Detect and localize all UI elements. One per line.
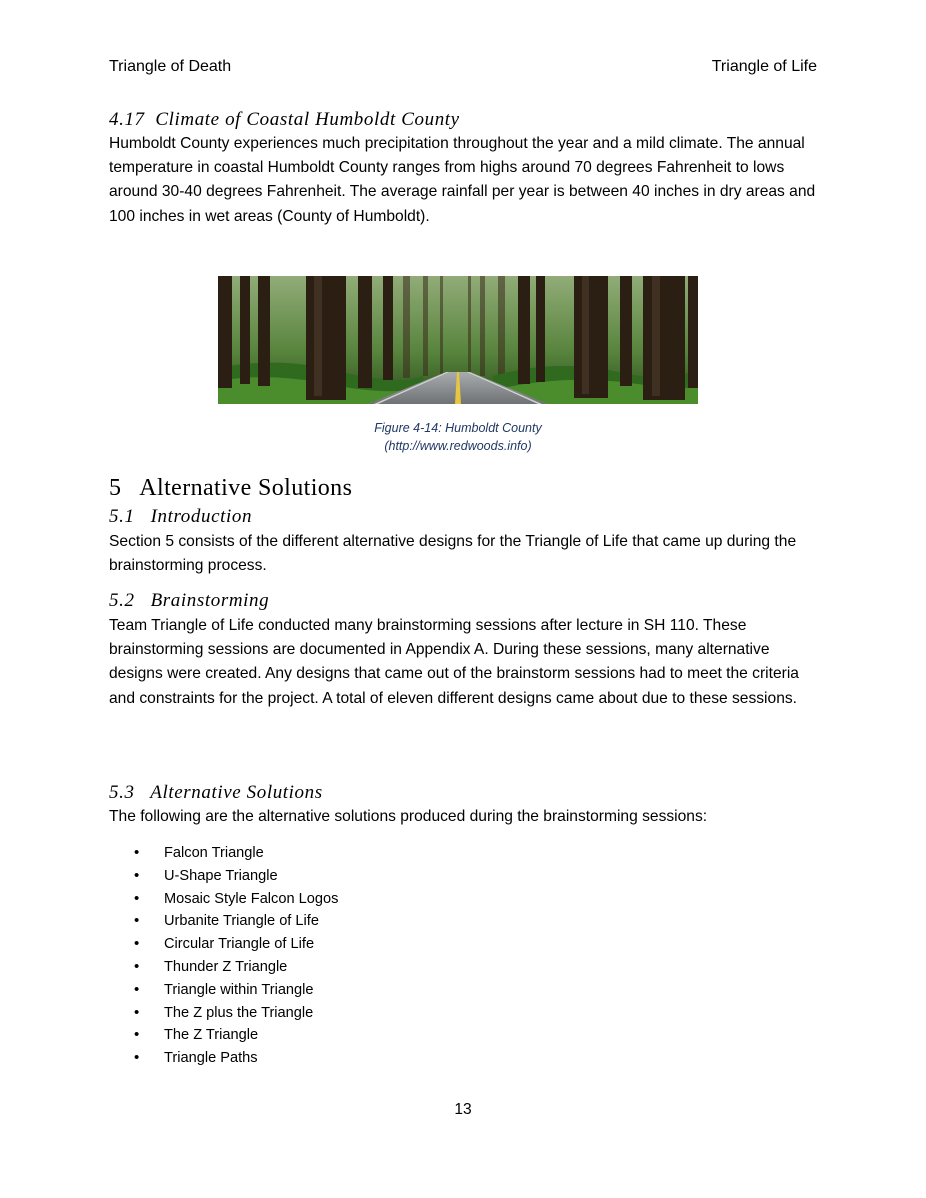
figure-caption-source: (http://www.redwoods.info): [384, 439, 532, 453]
heading-4-17: 4.17 Climate of Coastal Humboldt County: [109, 109, 460, 130]
list-item: • Thunder Z Triangle: [134, 956, 338, 979]
figure-caption-title: Figure 4-14: Humboldt County: [374, 421, 542, 435]
paragraph-brainstorming: Team Triangle of Life conducted many brainstorming sessions after lecture in SH 110. These brainstorming sessions are documented in Appendix A. During these sessions, many alternative designs were created. Any designs that came out of the brainstorm sessions had to meet the criteria and constraints for the project. A total of eleven different designs came about due to these sessions.: [109, 617, 799, 707]
heading-5-1: 5.1 Introduction: [109, 506, 253, 527]
page-number: 13: [454, 1101, 472, 1118]
list-item: • U-Shape Triangle: [134, 865, 338, 888]
list-item: • Falcon Triangle: [134, 842, 338, 865]
list-item: • Circular Triangle of Life: [134, 933, 338, 956]
list-item: • Triangle Paths: [134, 1047, 338, 1070]
heading-section-5: 5 Alternative Solutions: [109, 475, 353, 501]
paragraph-introduction: Section 5 consists of the different alternative designs for the Triangle of Life that came up during the brainstorming process.: [109, 533, 797, 575]
list-item: • The Z Triangle: [134, 1024, 338, 1047]
list-item: • Mosaic Style Falcon Logos: [134, 888, 338, 911]
humboldt-forest-road-image: [218, 276, 698, 404]
heading-5-3: 5.3 Alternative Solutions: [109, 782, 323, 803]
alternative-solutions-list: [134, 842, 338, 1070]
list-item: • Urbanite Triangle of Life: [134, 910, 338, 933]
paragraph-climate: Humboldt County experiences much precipitation throughout the year and a mild climate. The annual temperature in coastal Humboldt County ranges from highs around 70 degrees Fahrenheit to lows around 30-40 degrees Fahrenheit. The average rainfall per year is between 40 inches in dry areas and 100 inches in wet areas (County of Humboldt).: [109, 135, 816, 225]
list-item: • The Z plus the Triangle: [134, 1002, 338, 1025]
heading-5-2: 5.2 Brainstorming: [109, 590, 270, 611]
list-item: • Triangle within Triangle: [134, 979, 338, 1002]
paragraph-alternatives-intro: The following are the alternative solutions produced during the brainstorming sessions:: [109, 808, 708, 825]
header-left: Triangle of Death: [109, 58, 232, 75]
header-right: Triangle of Life: [711, 58, 817, 75]
